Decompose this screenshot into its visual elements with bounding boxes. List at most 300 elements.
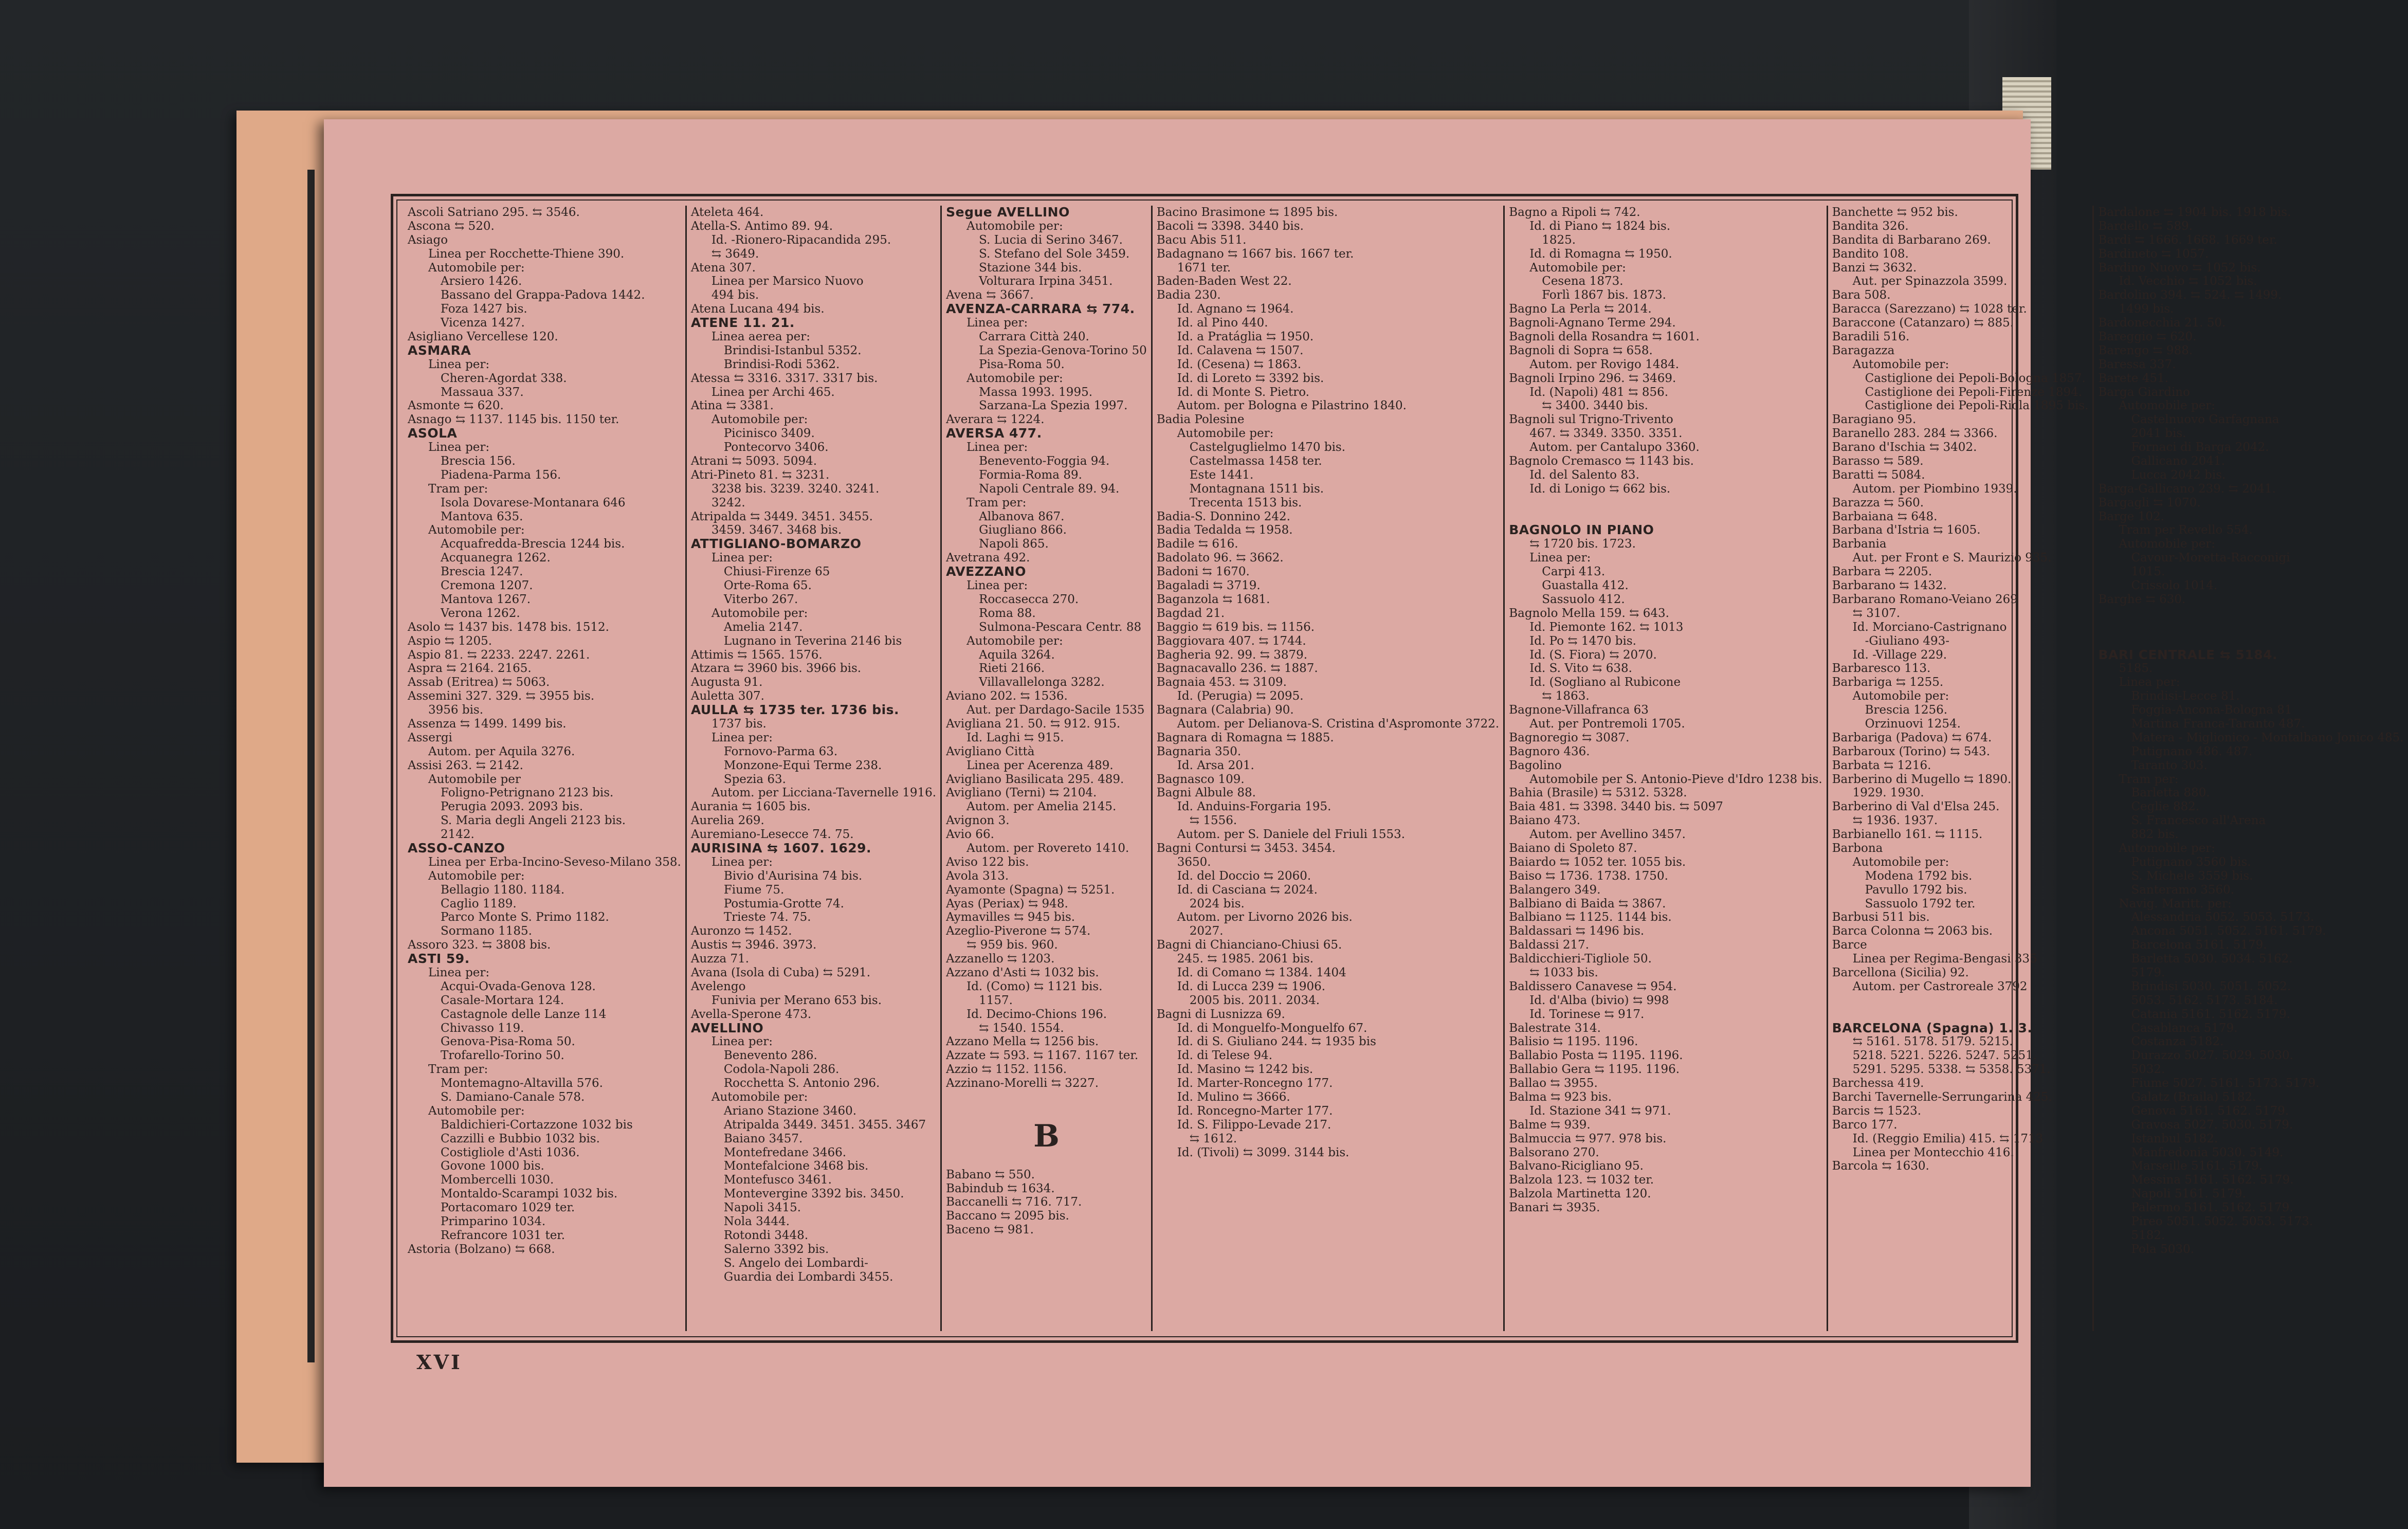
- index-entry: Id. di Piano ⇆ 1824 bis.: [1529, 219, 1671, 233]
- index-entry: Bagni di Chianciano-Chiusi 65.: [1156, 938, 1342, 952]
- index-entry: Barco 177.: [1832, 1118, 1898, 1132]
- index-entry: Roma 88.: [979, 606, 1036, 620]
- index-entry: Spezia 63.: [723, 772, 786, 786]
- index-entry: Bandita di Barbarano 269.: [1832, 233, 1991, 247]
- index-entry: Bivio d'Aurisina 74 bis.: [723, 869, 863, 883]
- index-entry: Barcelona 5161. 5179.: [2131, 938, 2267, 952]
- index-entry: Asmonte ⇆ 620.: [408, 399, 504, 413]
- index-entry: Ballabio Posta ⇆ 1195. 1196.: [1509, 1049, 1683, 1063]
- index-entry: Id. d'Alba (bivio) ⇆ 998: [1529, 993, 1669, 1007]
- index-entry: 2005 bis. 2011. 2034.: [1189, 993, 1320, 1007]
- index-entry: Barcis ⇆ 1523.: [1832, 1104, 1922, 1118]
- index-heading: AVELLINO: [690, 1020, 764, 1035]
- index-entry: Bagni Contursi ⇆ 3453. 3454.: [1156, 841, 1336, 855]
- index-entry: Automobile per:: [2119, 537, 2216, 551]
- index-entry: Tram per:: [428, 482, 488, 496]
- index-entry: Balangero 349.: [1509, 883, 1601, 897]
- index-entry: Fornaci di Barga 2042.: [2131, 441, 2269, 454]
- index-heading: ASSO-CANZO: [408, 840, 505, 855]
- index-entry: Autom. per Amelia 2145.: [966, 800, 1117, 814]
- index-entry: Balzola Martinetta 120.: [1509, 1187, 1651, 1201]
- index-entry: Asnago ⇆ 1137. 1145 bis. 1150 ter.: [408, 413, 619, 427]
- index-entry: ⇆ 5161. 5178. 5179. 5215.: [1852, 1035, 2013, 1049]
- index-entry: Baragiano 95.: [1832, 413, 1917, 427]
- index-entry: Balsorano 270.: [1509, 1145, 1599, 1159]
- index-entry: Balbiano di Baida ⇆ 3867.: [1509, 897, 1666, 911]
- index-entry: Balme ⇆ 939.: [1509, 1118, 1591, 1132]
- index-entry: Autom. per Bologna e Pilastrino 1840.: [1177, 399, 1407, 413]
- index-entry: Id. di Telese 94.: [1177, 1049, 1273, 1063]
- index-entry: 2027.: [1189, 924, 1224, 938]
- index-entry: Arsiero 1426.: [441, 275, 522, 288]
- index-entry: Bacino Brasimone ⇆ 1895 bis.: [1156, 206, 1338, 219]
- index-entry: Martina Franca-Taranto 487.: [2131, 717, 2305, 731]
- index-entry: Carrara Città 240.: [979, 330, 1089, 344]
- index-entry: Ballabio Gera ⇆ 1195. 1196.: [1509, 1063, 1680, 1077]
- index-entry: Pola 5030.: [2131, 1242, 2195, 1256]
- index-entry: Volturara Irpina 3451.: [979, 275, 1113, 288]
- index-entry: Aymavilles ⇆ 945 bis.: [946, 911, 1075, 924]
- index-entry: Guardia dei Lombardi 3455.: [723, 1270, 893, 1284]
- index-entry: Azzano d'Asti ⇆ 1032 bis.: [946, 966, 1099, 979]
- index-column-3: [942, 206, 1153, 1331]
- section-letter: B: [1033, 1118, 1060, 1154]
- index-entry: Automobile per:: [1852, 855, 1949, 869]
- index-entry: Barbariga ⇆ 1255.: [1832, 676, 1944, 689]
- index-entry: Automobile per:: [966, 371, 1063, 385]
- index-entry: Barbaiana ⇆ 648.: [1832, 509, 1938, 523]
- index-entry: Balestrate 314.: [1509, 1021, 1601, 1035]
- index-entry: Baiardo ⇆ 1052 ter. 1055 bis.: [1509, 855, 1686, 869]
- index-entry: Guastalla 412.: [1542, 579, 1629, 593]
- index-entry: ⇆ 1863.: [1542, 689, 1590, 703]
- index-entry: Bardalone ⇆ 1904 bis. 1918 bis.: [2098, 206, 2291, 219]
- index-spacer: [946, 1104, 1147, 1118]
- index-entry: Perugia 2093. 2093 bis.: [441, 800, 583, 814]
- underlying-page-rule: [307, 170, 315, 1362]
- index-entry: Foggia-Ancona-Bologna 81: [2131, 703, 2292, 717]
- index-entry: Montevergine 3392 bis. 3450.: [723, 1187, 904, 1201]
- index-entry: Barengo ⇆ 988.: [2098, 343, 2193, 357]
- index-entry: Bagnacavallo 236. ⇆ 1887.: [1156, 662, 1318, 676]
- index-entry: Aquila 3264.: [979, 648, 1055, 662]
- index-entry: Bagnara di Romagna ⇆ 1885.: [1156, 731, 1334, 744]
- index-entry: Asigliano Vercellese 120.: [408, 330, 558, 344]
- index-entry: Id. del Salento 83.: [1529, 468, 1639, 482]
- index-entry: Carpi 413.: [1542, 565, 1606, 579]
- index-entry: S. Angelo dei Lombardi-: [723, 1256, 868, 1270]
- index-entry: Baggio ⇆ 619 bis. ⇆ 1156.: [1156, 620, 1315, 634]
- index-entry: Trecenta 1513 bis.: [1189, 496, 1302, 509]
- index-entry: Linea per:: [966, 441, 1028, 454]
- index-entry: Atripalda ⇆ 3449. 3451. 3455.: [690, 509, 873, 523]
- index-entry: Aviso 122 bis.: [946, 855, 1029, 869]
- index-entry: Tram per:: [2119, 772, 2179, 786]
- index-entry: Barbana d'Istria ⇆ 1605.: [1832, 523, 1981, 537]
- index-entry: Bargagli ⇆ 1070.: [2098, 496, 2201, 509]
- index-entry: Banchette ⇆ 952 bis.: [1832, 206, 1958, 219]
- index-entry: Forlì 1867 bis. 1873.: [1542, 288, 1666, 302]
- page-number: XVI: [416, 1351, 462, 1374]
- index-entry: Baradili 516.: [1832, 330, 1910, 344]
- index-entry: Baiso ⇆ 1736. 1738. 1750.: [1509, 869, 1668, 883]
- index-entry: Bagnoro 436.: [1509, 744, 1590, 758]
- index-entry: 2041 bis.: [2131, 427, 2186, 441]
- index-entry: Costanza 5182.: [2131, 1035, 2224, 1049]
- index-entry: Sulmona-Pescara Centr. 88: [979, 620, 1142, 634]
- index-entry: Bagnoli della Rosandra ⇆ 1601.: [1509, 330, 1700, 344]
- index-spacer: [1832, 994, 2089, 1008]
- index-entry: Napoli 3415.: [723, 1201, 801, 1215]
- index-entry: Cesena 1873.: [1542, 275, 1623, 288]
- index-entry: Linea per:: [428, 357, 490, 371]
- index-entry: ⇆ 3107.: [1852, 606, 1901, 620]
- index-entry: Linea per:: [711, 1035, 773, 1049]
- index-entry: Id. (Sogliano al Rubicone: [1529, 676, 1681, 689]
- index-entry: Brescia 1256.: [1865, 703, 1948, 717]
- index-entry: 2142.: [441, 828, 475, 842]
- index-entry: 1737 bis.: [711, 717, 767, 731]
- index-entry: Automobile per:: [2119, 399, 2216, 413]
- index-entry: Matera - Miglionico - Montalbano Jonico 485.: [2131, 731, 2404, 744]
- index-entry: 2024 bis.: [1189, 897, 1245, 911]
- index-entry: Bardello ⇆ 589.: [2098, 219, 2193, 233]
- index-entry: Aspio 81. ⇆ 2233. 2247. 2261.: [408, 648, 590, 662]
- index-entry: Trieste 74. 75.: [723, 911, 811, 924]
- index-entry: Baldichieri-Cortazzone 1032 bis: [441, 1118, 633, 1132]
- index-entry: Trofarello-Torino 50.: [441, 1049, 564, 1063]
- index-entry: Napoli 865.: [979, 537, 1049, 551]
- index-entry: Chivasso 119.: [441, 1021, 524, 1035]
- index-entry: Bagheria 92. 99. ⇆ 3879.: [1156, 648, 1308, 662]
- index-entry: Balma ⇆ 923 bis.: [1509, 1090, 1612, 1104]
- index-entry: 5182.: [2131, 1228, 2165, 1242]
- index-entry: 5032.: [2131, 1063, 2165, 1077]
- index-entry: Automobile per:: [711, 413, 808, 427]
- index-entry: Linea per:: [711, 731, 773, 744]
- index-entry: Linea per:: [1529, 551, 1591, 565]
- index-entry: Baiano 3457.: [723, 1132, 803, 1145]
- index-entry: Averara ⇆ 1224.: [946, 413, 1045, 427]
- index-entry: Cazzilli e Bubbio 1032 bis.: [441, 1132, 600, 1145]
- index-entry: Atrani ⇆ 5093. 5094.: [690, 454, 817, 468]
- index-entry: Orte-Roma 65.: [723, 579, 812, 593]
- index-entry: Acquafredda-Brescia 1244 bis.: [441, 537, 625, 551]
- index-entry: Bagnara (Calabria) 90.: [1156, 703, 1294, 717]
- index-entry: Baceno ⇆ 981.: [946, 1223, 1034, 1237]
- index-entry: Bagnolo Cremasco ⇆ 1143 bis.: [1509, 454, 1694, 468]
- index-entry: Barbaroux (Torino) ⇆ 543.: [1832, 744, 1991, 758]
- index-entry: Austis ⇆ 3946. 3973.: [690, 938, 817, 952]
- index-entry: Primparino 1034.: [441, 1215, 546, 1229]
- index-entry: Bagnone-Villafranca 63: [1509, 703, 1649, 717]
- index-spacer: [1832, 1008, 2089, 1022]
- index-entry: Assab (Eritrea) ⇆ 5063.: [408, 676, 550, 689]
- index-entry: Badia Polesine: [1156, 413, 1245, 427]
- index-entry: Mantova 1267.: [441, 592, 531, 606]
- index-entry: Avigliano Città: [946, 744, 1035, 758]
- index-entry: Castelguglielmo 1470 bis.: [1189, 441, 1346, 454]
- index-column-4: [1153, 206, 1505, 1331]
- index-entry: Id. di Comano ⇆ 1384. 1404: [1177, 966, 1346, 979]
- index-entry: Ceglie 882.: [2131, 800, 2200, 814]
- index-entry: 3956 bis.: [428, 703, 484, 717]
- index-entry: Autom. per Piombino 1939.: [1852, 482, 2017, 496]
- index-entry: Avelengo: [690, 979, 746, 993]
- index-entry: Id. di Monte S. Pietro.: [1177, 385, 1309, 399]
- index-entry: Cavour-Moretta-Racconigi: [2131, 551, 2290, 565]
- index-entry: Avena ⇆ 3667.: [946, 288, 1034, 302]
- index-entry: Picinisco 3409.: [723, 427, 815, 441]
- index-entry: Bagolino: [1509, 758, 1562, 772]
- index-entry: Castiglione dei Pepoli-Bologna 1857.: [1865, 371, 2086, 385]
- index-entry: Id. -Rionero-Ripacandida 295.: [711, 233, 891, 247]
- index-entry: Refrancore 1031 ter.: [441, 1228, 565, 1242]
- index-entry: Montefalcione 3468 bis.: [723, 1159, 869, 1173]
- index-entry: Id. di Monguelfo-Monguelfo 67.: [1177, 1021, 1367, 1035]
- index-entry: Id. (Napoli) 481 ⇆ 856.: [1529, 385, 1669, 399]
- index-entry: Atzara ⇆ 3960 bis. 3966 bis.: [690, 662, 862, 676]
- index-column-2: [687, 206, 942, 1331]
- index-entry: Baccanelli ⇆ 716. 717.: [946, 1195, 1082, 1209]
- index-entry: Baracca (Sarezzano) ⇆ 1028 ter.: [1832, 302, 2027, 316]
- index-entry: Id. (Cesena) ⇆ 1863.: [1177, 357, 1302, 371]
- index-entry: Balbiano ⇆ 1125. 1144 bis.: [1509, 911, 1672, 924]
- index-entry: Bassano del Grappa-Padova 1442.: [441, 288, 645, 302]
- index-entry: Azzate ⇆ 593. ⇆ 1167. 1167 ter.: [946, 1049, 1139, 1063]
- index-entry: Asolo ⇆ 1437 bis. 1478 bis. 1512.: [408, 620, 609, 634]
- index-entry: Pisa-Roma 50.: [979, 357, 1065, 371]
- index-entry: Auletta 307.: [690, 689, 764, 703]
- index-entry: 882 bis.: [2131, 828, 2179, 842]
- index-entry: Ateleta 464.: [690, 206, 764, 219]
- index-entry: Aut. per Pontremoli 1705.: [1529, 717, 1685, 731]
- index-entry: Badolato 96. ⇆ 3662.: [1156, 551, 1284, 565]
- index-entry: Taranto 303.: [2131, 758, 2208, 772]
- index-column-5: [1505, 206, 1828, 1331]
- index-entry: Albanova 867.: [979, 509, 1065, 523]
- index-entry: Linea per:: [966, 579, 1028, 593]
- index-entry: Id. Vecchio ⇆ 1052 bis.: [2119, 275, 2257, 288]
- index-entry: Id. (Como) ⇆ 1121 bis.: [966, 979, 1103, 993]
- index-entry: Salerno 3392 bis.: [723, 1242, 829, 1256]
- index-entry: Baldicchieri-Tigliole 50.: [1509, 952, 1652, 966]
- index-entry: Linea per Erba-Incino-Seveso-Milano 358.: [428, 855, 681, 869]
- index-entry: Fiume 75.: [723, 883, 785, 897]
- index-entry: 494 bis.: [711, 288, 759, 302]
- index-entry: Id. (Perugia) ⇆ 2095.: [1177, 689, 1304, 703]
- index-entry: Stazione 344 bis.: [979, 261, 1082, 275]
- index-entry: Bagno a Ripoli ⇆ 742.: [1509, 206, 1640, 219]
- index-entry: Id. Morciano-Castrignano: [1852, 620, 2007, 634]
- index-entry: Avigliano (Terni) ⇆ 2104.: [946, 786, 1097, 800]
- index-entry: Ascona ⇆ 520.: [408, 219, 495, 233]
- index-entry: Mombercelli 1030.: [441, 1173, 554, 1187]
- index-entry: Id. Anduins-Forgaria 195.: [1177, 800, 1331, 814]
- index-entry: Astoria (Bolzano) ⇆ 668.: [408, 1242, 555, 1256]
- index-entry: 245. ⇆ 1985. 2061 bis.: [1177, 952, 1314, 966]
- index-entry: Id. (S. Fiora) ⇆ 2070.: [1529, 648, 1657, 662]
- index-entry: S. Stefano del Sole 3459.: [979, 247, 1130, 261]
- index-entry: Ballao ⇆ 3955.: [1509, 1077, 1598, 1090]
- index-entry: Baccano ⇆ 2095 bis.: [946, 1209, 1069, 1223]
- index-heading: ASTI 59.: [408, 951, 470, 967]
- index-entry: Autom. per S. Daniele del Friuli 1553.: [1177, 828, 1406, 842]
- index-entry: Id. Arsa 201.: [1177, 758, 1254, 772]
- index-entry: Castelnuovo Garfagnana: [2131, 413, 2279, 427]
- index-entry: Id. Agnano ⇆ 1964.: [1177, 302, 1294, 316]
- index-table-frame: [391, 194, 2404, 1343]
- index-entry: Sassuolo 412.: [1542, 592, 1625, 606]
- index-entry: 3650.: [1177, 855, 1211, 869]
- index-entry: Genova-Pisa-Roma 50.: [441, 1035, 575, 1049]
- index-entry: ⇆ 3649.: [711, 247, 759, 261]
- index-entry: Ayamonte (Spagna) ⇆ 5251.: [946, 883, 1115, 897]
- index-spacer: [1509, 510, 1822, 524]
- index-entry: Linea per Archi 465.: [711, 385, 835, 399]
- index-entry: Baldassi 217.: [1509, 938, 1590, 952]
- index-entry: Bardino Nuovo ⇆ 1052 bis.: [2098, 261, 2261, 275]
- index-entry: Id. Mulino ⇆ 3666.: [1177, 1090, 1290, 1104]
- index-entry: Id. Laghi ⇆ 915.: [966, 731, 1064, 744]
- index-entry: Barbona: [1832, 841, 1883, 855]
- index-entry: Badia 230.: [1156, 288, 1221, 302]
- index-entry: Auzza 71.: [690, 952, 750, 966]
- index-entry: Gravosa 5027. 5030. 5179.: [2131, 1118, 2293, 1132]
- index-entry: Barasso ⇆ 589.: [1832, 454, 1924, 468]
- index-entry: Barchessa 419.: [1832, 1077, 1924, 1090]
- index-entry: ⇆ 1540. 1554.: [979, 1021, 1064, 1035]
- index-entry: Assenza ⇆ 1499. 1499 bis.: [408, 717, 567, 731]
- index-entry: Codola-Napoli 286.: [723, 1063, 840, 1077]
- index-entry: 5053. 5162. 5173. 5184.: [2131, 993, 2278, 1007]
- index-entry: Foligno-Petrignano 2123 bis.: [441, 786, 614, 800]
- index-entry: Sormano 1185.: [441, 924, 532, 938]
- index-column-6: [1828, 206, 2094, 1331]
- index-entry: Azzano Mella ⇆ 1256 bis.: [946, 1035, 1099, 1049]
- index-entry: Automobile per:: [1852, 357, 1949, 371]
- index-entry: 5185.: [2119, 662, 2153, 676]
- index-entry: Autom. per Castroreale 3792: [1852, 979, 2028, 993]
- index-entry: Bagnoli di Sopra ⇆ 658.: [1509, 343, 1653, 357]
- index-entry: Linea per Marsico Nuovo: [711, 275, 864, 288]
- index-entry: Cheren-Agordat 338.: [441, 371, 567, 385]
- index-entry: Ayas (Periax) ⇆ 948.: [946, 897, 1068, 911]
- index-entry: Este 1441.: [1189, 468, 1254, 482]
- index-entry: Montefusco 3461.: [723, 1173, 832, 1187]
- index-entry: 5291. 5295. 5338. ⇆ 5358. 5371.: [1852, 1063, 2051, 1077]
- index-entry: Id. Stazione 341 ⇆ 971.: [1529, 1104, 1671, 1118]
- index-entry: Baranello 283. 284 ⇆ 3366.: [1832, 427, 1998, 441]
- index-entry: Bagni Albule 88.: [1156, 786, 1256, 800]
- index-entry: S. Damiano-Canale 578.: [441, 1090, 585, 1104]
- index-entry: 467. ⇆ 3349. 3350. 3351.: [1529, 427, 1683, 441]
- index-entry: Sarzana-La Spezia 1997.: [979, 399, 1128, 413]
- index-entry: Mantova 635.: [441, 509, 523, 523]
- index-entry: Roccasecca 270.: [979, 592, 1079, 606]
- index-heading: AURISINA ⇆ 1607. 1629.: [690, 840, 872, 855]
- index-entry: Linea per Acerenza 489.: [966, 758, 1114, 772]
- index-entry: 1929. 1930.: [1852, 786, 1924, 800]
- index-entry: Bellagio 1180. 1184.: [441, 883, 565, 897]
- index-entry: Bagnoregio ⇆ 3087.: [1509, 731, 1630, 744]
- index-entry: Bara 508.: [1832, 288, 1891, 302]
- index-heading: Segue AVELLINO: [946, 205, 1070, 220]
- index-entry: 5218. 5221. 5226. 5247. 5251.: [1852, 1049, 2037, 1063]
- index-heading: BARCELONA (Spagna) 1. 3.: [1832, 1020, 2033, 1035]
- index-entry: Bagnoli sul Trigno-Trivento: [1509, 413, 1673, 427]
- index-entry: Baragazza: [1832, 343, 1895, 357]
- index-entry: Avetrana 492.: [946, 551, 1030, 565]
- index-heading: AULLA ⇆ 1735 ter. 1736 bis.: [690, 702, 900, 718]
- index-entry: Aut. per Spinazzola 3599.: [1852, 275, 2008, 288]
- index-entry: Foza 1427 bis.: [441, 302, 527, 316]
- index-entry: Avigliana 21. 50. ⇆ 912. 915.: [946, 717, 1121, 731]
- index-entry: Autom. per Delianova-S. Cristina d'Aspromonte 3722.: [1177, 717, 1500, 731]
- index-entry: Atena Lucana 494 bis.: [690, 302, 825, 316]
- index-entry: Benevento 286.: [723, 1049, 817, 1063]
- index-entry: Bacu Abis 511.: [1156, 233, 1247, 247]
- index-entry: Badia-S. Donnino 242.: [1156, 509, 1290, 523]
- index-entry: Azeglio-Piverone ⇆ 574.: [946, 924, 1091, 938]
- index-page: [324, 119, 2404, 1487]
- index-entry: Aurania ⇆ 1605 bis.: [690, 800, 811, 814]
- index-entry: Automobile per:: [428, 1104, 525, 1118]
- index-entry: Baratti ⇆ 5084.: [1832, 468, 1925, 482]
- index-entry: Assergi: [408, 731, 452, 744]
- index-entry: Avignon 3.: [946, 814, 1010, 828]
- index-entry: Bagnaia 453. ⇆ 3109.: [1156, 676, 1287, 689]
- index-entry: Piadena-Parma 156.: [441, 468, 561, 482]
- index-entry: Viterbo 267.: [723, 592, 798, 606]
- index-entry: Navig. Maritt. per:: [2119, 897, 2232, 911]
- index-entry: Autom. per Livorno 2026 bis.: [1177, 911, 1353, 924]
- index-entry: Id. Piemonte 162. ⇆ 1013: [1529, 620, 1684, 634]
- index-columns: [404, 205, 2404, 1331]
- index-entry: Montaldo-Scarampi 1032 bis.: [441, 1187, 618, 1201]
- index-heading: ATENE 11. 21.: [690, 315, 795, 331]
- index-entry: Portacomaro 1029 ter.: [441, 1201, 575, 1215]
- index-entry: Bagdad 21.: [1156, 606, 1225, 620]
- index-entry: Bardi ⇆ 1666. 1668. 1669 ter.: [2098, 233, 2277, 247]
- index-spacer: [2098, 607, 2403, 621]
- index-entry: Brindisi-Istanbul 5352.: [723, 343, 862, 357]
- index-entry: Costigliole d'Asti 1036.: [441, 1145, 580, 1159]
- index-entry: Aspra ⇆ 2164. 2165.: [408, 662, 532, 676]
- index-entry: Badagnano ⇆ 1667 bis. 1667 ter.: [1156, 247, 1354, 261]
- index-entry: Benevento-Foggia 94.: [979, 454, 1110, 468]
- index-entry: Rotondi 3448.: [723, 1228, 809, 1242]
- index-entry: Aviano 202. ⇆ 1536.: [946, 689, 1068, 703]
- index-entry: Id. di Lonigo ⇆ 662 bis.: [1529, 482, 1671, 496]
- index-entry: Id. di Casciana ⇆ 2024.: [1177, 883, 1318, 897]
- index-heading: BAGNOLO IN PIANO: [1509, 522, 1654, 538]
- index-entry: Automobile per:: [966, 219, 1063, 233]
- index-entry: Atena 307.: [690, 261, 756, 275]
- index-entry: Balzola 123. ⇆ 1032 ter.: [1509, 1173, 1654, 1187]
- index-entry: Banari ⇆ 3935.: [1509, 1201, 1600, 1215]
- index-entry: ⇆ 1612.: [1189, 1132, 1237, 1145]
- index-entry: Aut. per Front e S. Maurizio 935.: [1852, 551, 2052, 565]
- index-entry: Bagnoli Irpino 296. ⇆ 3469.: [1509, 371, 1676, 385]
- index-entry: 3459. 3467. 3468 bis.: [711, 523, 842, 537]
- index-entry: Sassuolo 1792 ter.: [1865, 897, 1976, 911]
- index-entry: Orzinuovi 1254.: [1865, 717, 1961, 731]
- index-entry: Rieti 2166.: [979, 662, 1045, 676]
- index-entry: Linea per Rocchette-Thiene 390.: [428, 247, 625, 261]
- index-entry: Id. Po ⇆ 1470 bis.: [1529, 634, 1636, 648]
- index-entry: Linea per:: [711, 855, 773, 869]
